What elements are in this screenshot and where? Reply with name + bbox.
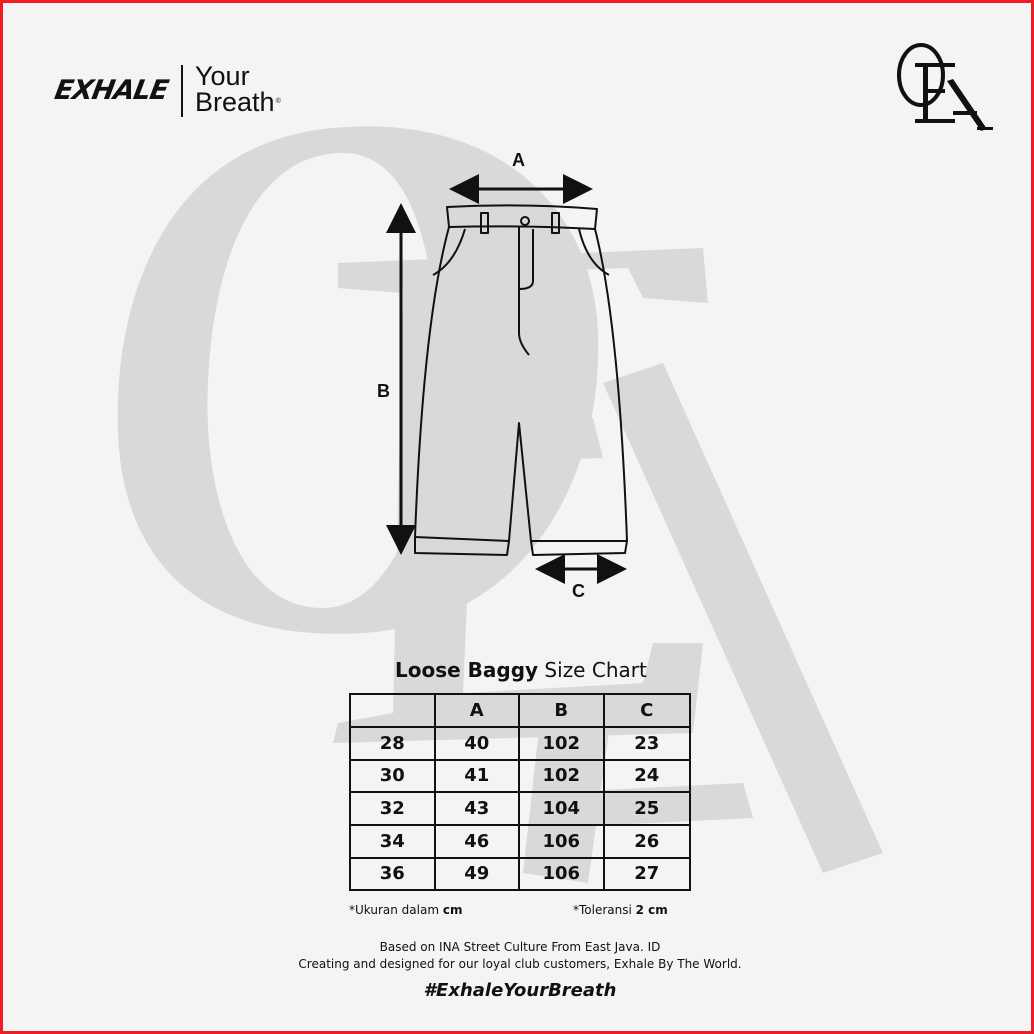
footer-line2: Creating and designed for our loyal club customers, Exhale By The World. <box>298 957 742 971</box>
table-cell: 23 <box>605 728 690 761</box>
hashtag: #ExhaleYourBreath <box>423 980 617 1001</box>
table-row <box>351 826 689 859</box>
tagline-line2: Breath <box>195 87 275 117</box>
size-chart-title-rest: Size Chart <box>538 658 647 682</box>
table-cell: 24 <box>605 761 690 794</box>
table-cell: 102 <box>520 761 605 794</box>
table-cell: 43 <box>436 793 521 826</box>
table-cell: 40 <box>436 728 521 761</box>
table-header-cell: A <box>436 695 521 728</box>
table-cell: 27 <box>634 863 660 885</box>
table-cell: 102 <box>520 728 605 761</box>
table-header-cell: B <box>520 695 605 728</box>
table-row <box>351 859 689 889</box>
table-cell: 32 <box>351 793 436 826</box>
exhale-logo: EXHALE <box>52 75 171 106</box>
table-row <box>351 728 689 761</box>
size-chart-title <box>395 658 647 682</box>
table-cell: 41 <box>436 761 521 794</box>
table-cell: 106 <box>520 826 605 859</box>
table-cell: 46 <box>436 826 521 859</box>
table-header-cell: C <box>605 695 690 728</box>
registered-mark: ® <box>275 98 281 105</box>
unit-note-unit: cm <box>442 903 463 917</box>
table-cell: 30 <box>351 761 436 794</box>
table-cell: 106 <box>520 859 605 889</box>
dimension-label-a: A <box>512 150 525 170</box>
table-row <box>351 793 689 826</box>
size-chart-table <box>349 693 691 891</box>
table-header-cell <box>351 695 436 728</box>
dimension-label-b: B <box>377 381 390 401</box>
size-chart-title-bold: Loose Baggy <box>395 658 539 682</box>
tolerance-note <box>573 903 668 917</box>
tagline-line1: Your <box>195 61 250 91</box>
tolerance-note-value: 2 cm <box>635 903 668 917</box>
table-cell: 25 <box>605 793 690 826</box>
dimension-label-c: C <box>572 581 585 601</box>
footer-line1: Based on INA Street Culture From East Java. ID <box>379 940 661 954</box>
tolerance-note-prefix: *Toleransi <box>573 903 636 917</box>
unit-note <box>349 903 462 917</box>
table-header-row <box>351 695 689 728</box>
table-cell: 28 <box>351 728 436 761</box>
unit-note-prefix: *Ukuran dalam <box>349 903 443 917</box>
table-cell: 26 <box>605 826 690 859</box>
table-cell: 36 <box>351 859 436 889</box>
table-cell: 49 <box>436 859 521 889</box>
table-row <box>351 761 689 794</box>
table-cell: 104 <box>520 793 605 826</box>
table-cell: 34 <box>351 826 436 859</box>
